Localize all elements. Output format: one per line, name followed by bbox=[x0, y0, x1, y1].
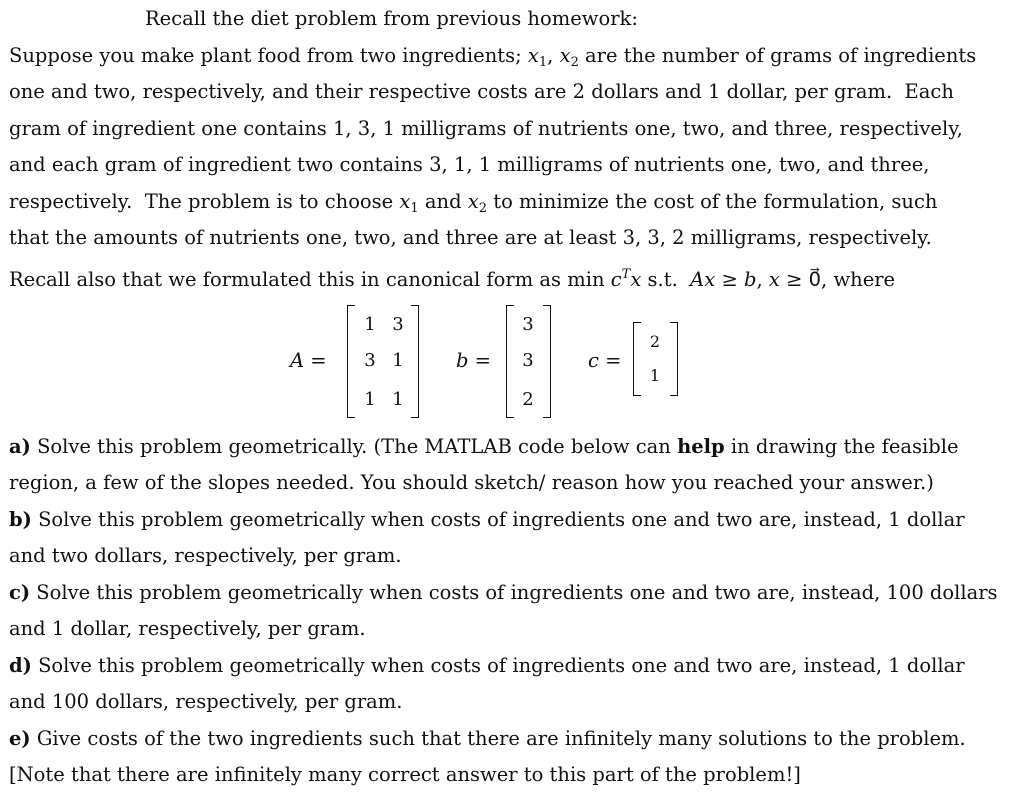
matrix-definitions bbox=[0, 300, 1024, 425]
vector-b bbox=[506, 305, 551, 418]
question-line bbox=[9, 432, 1024, 462]
text-segment: region, a few of the slopes needed. You should sketch/ reason how you reached your answer.) bbox=[9, 471, 934, 494]
text-segment: Give costs of the two ingredients such that there are infinitely many solutions to the problem. bbox=[30, 727, 966, 750]
text-segment: e) bbox=[9, 727, 31, 750]
text-segment: [Note that there are infinitely many correct answer to this part of the problem!] bbox=[9, 763, 801, 786]
text-segment: , bbox=[756, 268, 769, 291]
question-line bbox=[9, 651, 1024, 681]
text-segment: 2 bbox=[570, 55, 579, 70]
text-segment: x bbox=[630, 268, 642, 291]
text-segment: that the amounts of nutrients one, two, and three are at least 3, 3, 2 milligrams, respectively. bbox=[9, 226, 932, 249]
text-segment: one and two, respectively, and their respective costs are 2 dollars and 1 dollar, per gram. Each bbox=[9, 80, 954, 103]
text-segment: x bbox=[399, 190, 411, 213]
text-segment: Solve this problem geometrically. (The MATLAB code below can bbox=[30, 435, 678, 458]
matrix-cell: 1 bbox=[649, 366, 661, 385]
text-segment: respectively. The problem is to choose bbox=[9, 190, 400, 213]
text-segment: ≥ 0⃗, where bbox=[779, 268, 896, 291]
question-line bbox=[9, 578, 1024, 608]
text-segment: c) bbox=[9, 581, 31, 604]
text-segment: Solve this problem geometrically when costs of ingredients one and two are, instead, 100 dollars bbox=[30, 581, 998, 604]
matrix-cell: 3 bbox=[522, 314, 534, 335]
text-segment: and bbox=[418, 190, 468, 213]
text-segment: and each gram of ingredient two contains 3, 1, 1 milligrams of nutrients one, two, and three, bbox=[9, 153, 930, 176]
matrix-cell: 2 bbox=[649, 332, 661, 351]
text-segment: Suppose you make plant food from two ingredients; bbox=[9, 44, 528, 67]
question-line bbox=[9, 541, 1024, 571]
statement-line bbox=[9, 223, 1024, 253]
statement-line bbox=[9, 114, 1024, 144]
text-segment: Ax bbox=[690, 268, 716, 291]
statement-line bbox=[9, 260, 1024, 295]
text-segment: are the number of grams of ingredients bbox=[578, 44, 977, 67]
question-line bbox=[9, 760, 1024, 790]
text-segment: x bbox=[768, 268, 780, 291]
text-segment: b bbox=[744, 268, 757, 291]
matrix-cell: 3 bbox=[522, 350, 534, 371]
text-segment: in drawing the feasible bbox=[724, 435, 959, 458]
text-segment: and 1 dollar, respectively, per gram. bbox=[9, 617, 366, 640]
question-line bbox=[9, 614, 1024, 644]
vector-c-label: c = bbox=[588, 349, 622, 372]
matrix-a-label: A = bbox=[290, 349, 327, 372]
vector-c bbox=[633, 322, 678, 396]
matrix-cell: 1 bbox=[364, 389, 376, 410]
text-segment: and two dollars, respectively, per gram. bbox=[9, 544, 402, 567]
text-segment: Solve this problem geometrically when costs of ingredients one and two are, instead, 1 dollar bbox=[31, 654, 965, 677]
text-segment: ≥ bbox=[715, 268, 745, 291]
matrix-cell: 1 bbox=[392, 350, 404, 371]
text-segment: help bbox=[677, 435, 725, 458]
text-segment: x bbox=[559, 44, 571, 67]
matrix-cell: 3 bbox=[364, 350, 376, 371]
text-segment: Recall also that we formulated this in canonical form as min bbox=[9, 268, 611, 291]
statement-line bbox=[9, 77, 1024, 107]
statement-line bbox=[9, 150, 1024, 180]
text-segment: x bbox=[527, 44, 539, 67]
matrix-a bbox=[347, 305, 419, 418]
text-segment: s.t. bbox=[641, 268, 691, 291]
matrix-cell: 1 bbox=[392, 389, 404, 410]
matrix-cell: 1 bbox=[364, 314, 376, 335]
intro-heading: Recall the diet problem from previous homework: bbox=[145, 7, 638, 30]
text-segment: and 100 dollars, respectively, per gram. bbox=[9, 690, 403, 713]
matrix-cell: 2 bbox=[522, 389, 534, 410]
question-line bbox=[9, 724, 1024, 754]
text-segment: c bbox=[610, 268, 622, 291]
vector-b-label: b = bbox=[456, 349, 492, 372]
text-segment: 1 bbox=[410, 201, 419, 216]
text-segment: d) bbox=[9, 654, 32, 677]
text-segment: , bbox=[547, 44, 560, 67]
matrix-cell: 3 bbox=[392, 314, 404, 335]
text-segment: b) bbox=[9, 508, 32, 531]
text-segment: T bbox=[621, 267, 631, 282]
text-segment: to minimize the cost of the formulation, such bbox=[487, 190, 938, 213]
text-segment: 1 bbox=[538, 55, 548, 70]
text-segment: gram of ingredient one contains 1, 3, 1 milligrams of nutrients one, two, and three, respectively, bbox=[9, 117, 963, 140]
text-segment: 2 bbox=[478, 201, 488, 216]
text-segment: a) bbox=[9, 435, 31, 458]
question-line bbox=[9, 687, 1024, 717]
text-segment: x bbox=[467, 190, 479, 213]
statement-line bbox=[9, 41, 1024, 78]
question-line bbox=[9, 505, 1024, 535]
question-line bbox=[9, 468, 1024, 498]
text-segment: Solve this problem geometrically when costs of ingredients one and two are, instead, 1 dollar bbox=[31, 508, 965, 531]
statement-line bbox=[9, 187, 1024, 224]
